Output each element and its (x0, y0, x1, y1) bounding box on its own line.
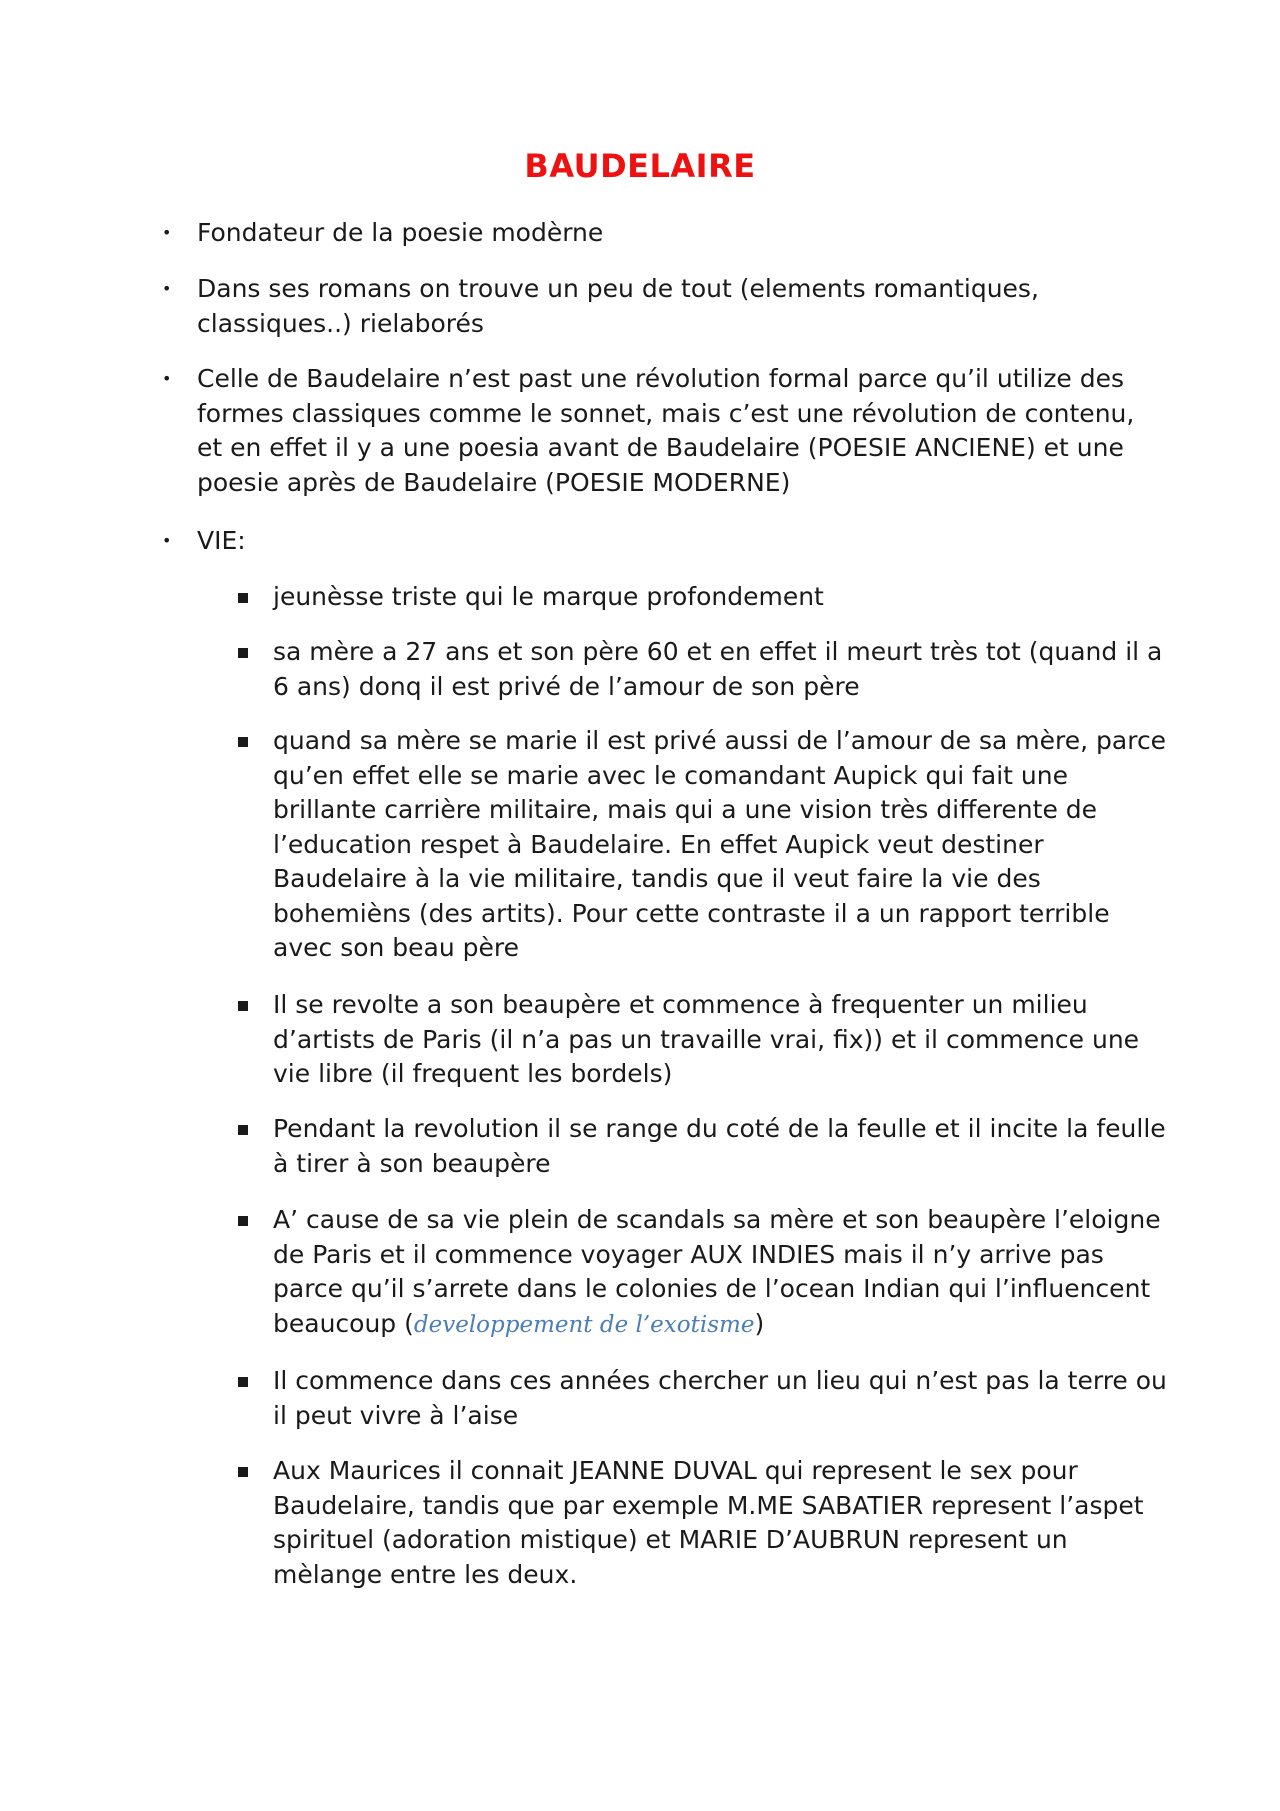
square-bullet-icon (238, 593, 248, 603)
vie-item-text-part: A’ cause de sa vie plein de scandals sa mère et son beaupère l’eloigne de Paris et il commence voyager AUX INDIES mais il n’y arrive pas parce qu’il s’arrete dans le colonies de l’ocean Indian qui l’influencent beaucoup ( (273, 1205, 1161, 1338)
vie-item-text: jeunèsse triste qui le marque profondement (273, 582, 824, 611)
vie-item-text: sa mère a 27 ans et son père 60 et en effet il meurt très tot (quand il a 6 ans) donq il est privé de l’amour de son père (273, 637, 1163, 701)
exotisme-note: developpement de l’exotisme (413, 1311, 755, 1338)
vie-item-text: Il commence dans ces années chercher un lieu qui n’est pas la terre ou il peut vivre à l’aise (273, 1366, 1167, 1430)
bullet-dot: • (162, 531, 172, 550)
vie-item-text: Il se revolte a son beaupère et commence à frequenter un milieu d’artists de Paris (il n’a pas un travaille vrai, fix)) et il commence une vie libre (il frequent les bordels) (273, 990, 1140, 1088)
square-bullet-icon (238, 1377, 248, 1387)
document-title: BAUDELAIRE (524, 147, 756, 185)
square-bullet-icon (238, 648, 248, 658)
square-bullet-icon (238, 1216, 248, 1226)
square-bullet-icon (238, 737, 248, 747)
vie-item-text: Pendant la revolution il se range du coté de la feulle et il incite la feulle à tirer à son beaupère (273, 1114, 1166, 1178)
square-bullet-icon (238, 1467, 248, 1477)
bullet-dot: • (162, 279, 172, 298)
bullet-dot: • (162, 223, 172, 242)
bullet-text: Dans ses romans on trouve un peu de tout (elements romantiques, classiques..) rielaborés (197, 274, 1039, 338)
vie-item-text: quand sa mère se marie il est privé aussi de l’amour de sa mère, parce qu’en effet elle se marie avec le comandant Aupick qui fait une brillante carrière militaire, mais qui a une vision très differente de l’education respet à Baudelaire. En effet Aupick veut destiner Baudelaire à la vie militaire, tandis que il veut faire la vie des bohemièns (des artits). Pour cette contraste il a un rapport terrible avec son beau père (273, 726, 1167, 962)
bullet-text: Fondateur de la poesie modèrne (197, 218, 604, 247)
bullet-text: VIE: (197, 526, 246, 555)
bullet-dot: • (162, 369, 172, 388)
square-bullet-icon (238, 1125, 248, 1135)
vie-item-text: Aux Maurices il connait JEANNE DUVAL qui represent le sex pour Baudelaire, tandis que par exemple M.ME SABATIER represent l’aspet spirituel (adoration mistique) et MARIE D’AUBRUN represent un mèlange entre les deux. (273, 1456, 1144, 1589)
square-bullet-icon (238, 1001, 248, 1011)
vie-item-text (273, 1203, 1168, 1342)
bullet-text: Celle de Baudelaire n’est past une révolution formal parce qu’il utilize des formes classiques comme le sonnet, mais c’est une révolution de contenu, et en effet il y a une poesia avant de Baudelaire (POESIE ANCIENE) et une poesie après de Baudelaire (POESIE MODERNE) (197, 364, 1135, 497)
vie-item-text-part: ) (754, 1308, 765, 1338)
